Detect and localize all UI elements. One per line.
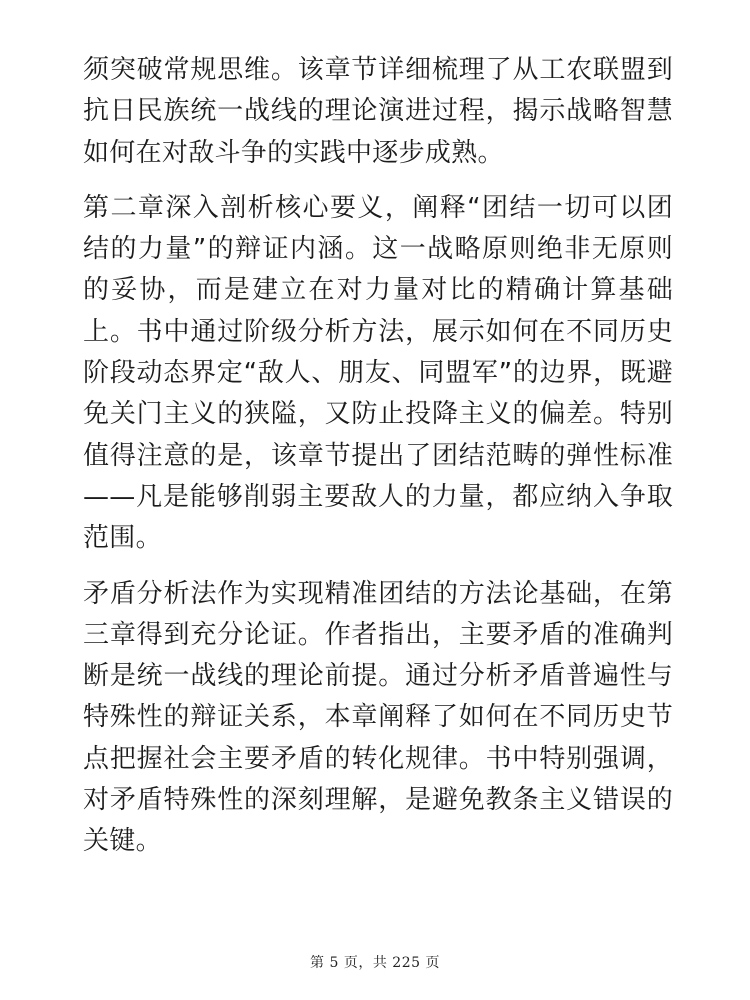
body-paragraph-2: 第二章深入剖析核心要义，阐释“团结一切可以团结的力量”的辩证内涵。这一战略原则绝非无原则的妥协，而是建立在对力量对比的精确计算基础上。书中通过阶级分析方法，展示如何在不同历史阶段动态界定“敌人、朋友、同盟军”的边界，既避免关门主义的狭隘，又防止投降主义的偏差。特别值得注意的是，该章节提出了团结范畴的弹性标准——凡是能够削弱主要敌人的力量，都应纳入争取范围。 bbox=[83, 192, 673, 554]
page-body bbox=[83, 50, 673, 877]
page-number-footer: 第 5 页，共 225 页 bbox=[310, 955, 440, 971]
body-paragraph-3: 矛盾分析法作为实现精准团结的方法论基础，在第三章得到充分论证。作者指出，主要矛盾的准确判断是统一战线的理论前提。通过分析矛盾普遍性与特殊性的辩证关系，本章阐释了如何在不同历史节点把握社会主要矛盾的转化规律。书中特别强调，对矛盾特殊性的深刻理解，是避免教条主义错误的关键。 bbox=[83, 578, 673, 857]
body-paragraph-1: 须突破常规思维。该章节详细梳理了从工农联盟到抗日民族统一战线的理论演进过程，揭示战略智慧如何在对敌斗争的实践中逐步成熟。 bbox=[83, 55, 673, 168]
